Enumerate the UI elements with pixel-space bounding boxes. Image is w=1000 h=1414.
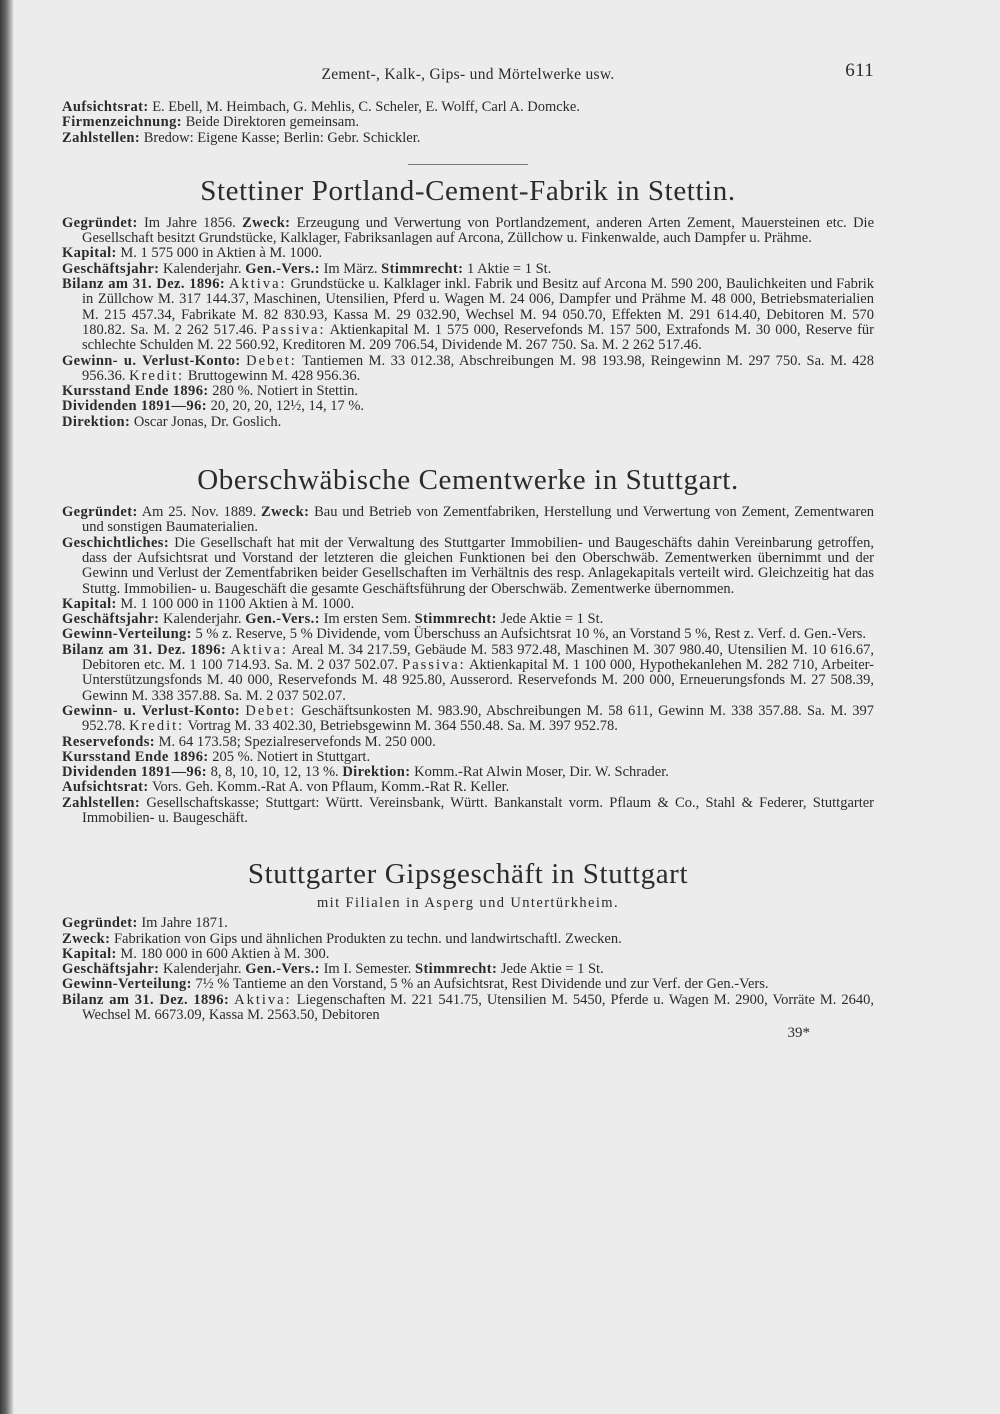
section-gap (62, 826, 874, 854)
company-heading-gipsgeschaeft: Stuttgarter Gipsgeschäft in Stuttgart (247, 858, 689, 891)
obs-gewinn-verteilung: Gewinn-Verteilung: 5 % z. Reserve, 5 % Dividende, vom Überschuss an Aufsichtsrat 10 %, an Vorstand 5 %, Rest z. Verf. d. Gen.-Vers. (62, 626, 867, 643)
running-head (62, 58, 874, 92)
page-number: 611 (845, 60, 874, 81)
entry-stettin (62, 216, 874, 430)
stettin-bilanz: Bilanz am 31. Dez. 1896: Aktiva: Grundstücke u. Kalklager inkl. Fabrik und Besitz auf Arcona M. 590 200, Baulichkeiten und Fabrik in Züllchow M. 317 144.37, Maschinen, Utensilien, Pferd u. Wagen M. 24 006, Dampfer und Prähme M. 48 000, Betriebsmaterialien M. 215 457.34, Fabrikate M. 82 830.93, Kassa M. 29 032.90, Wechsel M. 94 050.70, Effekten M. 291 614.40, Debitoren M. 570 180.82. Sa. M. 2 262 517.46. Passiva: Aktienkapital M. 1 575 000, Reservefonds M. 157 500, Extrafonds M. 30 000, Reserve für schlechte Schulden M. 22 560.92, Kreditoren M. 209 706.54, Dividende M. 267 750. Sa. M. 2 262 517.46. (62, 276, 874, 354)
entry-oberschwaebische (62, 505, 874, 826)
obs-bilanz: Bilanz am 31. Dez. 1896: Aktiva: Areal M. 34 217.59, Gebäude M. 583 972.48, Maschinen M. 307 980.40, Utensilien M. 10 616.67, Debitoren etc. M. 1 100 714.93. Sa. M. 2 037 502.07. Passiva: Aktienkapital M. 1 100 000, Hypothekanlehen M. 282 710, Arbeiter-Unterstützungsfonds M. 40 000, Reservefonds M. 48 925.80, Ausserord. Reservefonds M. 200 000, Erneuerungsfonds M. 27 508.39, Gewinn M. 338 357.88. Sa. M. 2 037 502.07. (62, 641, 875, 704)
obs-zahlstellen: Zahlstellen: Gesellschaftskasse; Stuttgart: Württ. Vereinsbank, Württ. Bankanstalt vorm. Pflaum & Co., Stahl & Federer, Stuttgarter Immobilien- u. Baugeschäft. (62, 794, 874, 826)
company-heading-stettin: Stettiner Portland-Cement-Fabrik in Stettin. (200, 174, 736, 207)
prev-firmenzeichnung: Firmenzeichnung: Beide Direktoren gemeinsam. (62, 114, 360, 131)
scan-binding-edge (0, 0, 14, 1414)
stettin-direktion: Direktion: Oscar Jonas, Dr. Goslich. (62, 413, 282, 430)
gips-bilanz: Bilanz am 31. Dez. 1896: Aktiva: Liegenschaften M. 221 541.75, Utensilien M. 5450, Pferde u. Wagen M. 2900, Vorräte M. 2640, Wechsel M. 6673.09, Kassa M. 2563.50, Debitoren (62, 991, 874, 1024)
obs-aufsichtsrat: Aufsichtsrat: Vors. Geh. Komm.-Rat A. von Pflaum, Komm.-Rat R. Keller. (62, 779, 510, 796)
obs-dividenden-direktion: Dividenden 1891—96: 8, 8, 10, 10, 12, 13 %. Direktion: Komm.-Rat Alwin Moser, Dir. W. Schrader. (62, 764, 669, 781)
stettin-dividenden: Dividenden 1891—96: 20, 20, 20, 12½, 14, 17 %. (62, 398, 365, 415)
prev-zahlstellen: Zahlstellen: Bredow: Eigene Kasse; Berlin: Gebr. Schickler. (62, 129, 421, 146)
obs-gewinn-verlust: Gewinn- u. Verlust-Konto: Debet: Geschäftsunkosten M. 983.90, Abschreibungen M. 58 611, Gewinn M. 338 357.88. Sa. M. 397 952.78. Kredit: Vortrag M. 33 402.30, Betriebsgewinn M. 364 550.48. Sa. M. 397 952.78. (62, 702, 875, 735)
company-subheading-gipsgeschaeft: mit Filialen in Asperg und Untertürkheim. (317, 895, 619, 912)
gips-gegruendet: Gegründet: Im Jahre 1871. (62, 915, 228, 932)
gips-zweck: Zweck: Fabrikation von Gips und ähnlichen Produkten zu techn. und landwirtschaftl. Zwecken. (62, 930, 622, 947)
stettin-geschaeftsjahr: Geschäftsjahr: Kalenderjahr. Gen.-Vers.: Im März. Stimmrecht: 1 Aktie = 1 St. (62, 260, 552, 277)
obs-kapital: Kapital: M. 1 100 000 in 1100 Aktien à M. 1000. (62, 595, 355, 612)
obs-reservefonds: Reservefonds: M. 64 173.58; Spezialreservefonds M. 250 000. (62, 733, 436, 750)
company-heading-oberschwaebische: Oberschwäbische Cementwerke in Stuttgart. (197, 464, 739, 497)
entry-gipsgeschaeft (62, 916, 874, 1023)
obs-geschaeftsjahr: Geschäftsjahr: Kalenderjahr. Gen.-Vers.: Im ersten Sem. Stimmrecht: Jede Aktie = 1 St. (62, 611, 604, 628)
running-head-title: Zement-, Kalk-, Gips- und Mörtelwerke usw. (321, 66, 615, 83)
section-gap (62, 430, 874, 460)
signature-mark: 39* (787, 1025, 810, 1042)
obs-gegruendet-zweck: Gegründet: Am 25. Nov. 1889. Zweck: Bau und Betrieb von Zementfabriken, Herstellung und Verwertung von Zement, Zementwaren und sonstigen Baumaterialien. (62, 504, 875, 536)
gips-geschaeftsjahr: Geschäftsjahr: Kalenderjahr. Gen.-Vers.: Im I. Semester. Stimmrecht: Jede Aktie = 1 St. (62, 961, 604, 978)
gips-kapital: Kapital: M. 180 000 in 600 Aktien à M. 300. (62, 945, 330, 962)
stettin-kapital: Kapital: M. 1 575 000 in Aktien à M. 1000. (62, 245, 323, 262)
prev-aufsichtsrat: Aufsichtsrat: E. Ebell, M. Heimbach, G. Mehlis, C. Scheler, E. Wolff, Carl A. Domcke. (62, 99, 580, 115)
page (62, 58, 874, 1042)
gips-gewinn-verteilung: Gewinn-Verteilung: 7½ % Tantieme an den Vorstand, 5 % an Aufsichtsrat, Rest Dividende und zur Verf. der Gen.-Vers. (62, 976, 769, 993)
previous-entry-tail (62, 100, 874, 146)
stettin-kursstand: Kursstand Ende 1896: 280 %. Notiert in Stettin. (62, 383, 359, 400)
obs-kursstand: Kursstand Ende 1896: 205 %. Notiert in Stuttgart. (62, 748, 371, 765)
section-divider (408, 164, 528, 165)
stettin-gegruendet-zweck: Gegründet: Im Jahre 1856. Zweck: Erzeugung und Verwertung von Portlandzement, anderen Arten Zement, Mauersteinen etc. Die Gesellschaft besitzt Grundstücke, Kalklager, Fabriksanlagen auf Arcona, Züllchow u. Finkenwalde, auch Dampfer u. Prähme. (62, 214, 875, 247)
stettin-gewinn-verlust: Gewinn- u. Verlust-Konto: Debet: Tantiemen M. 33 012.38, Abschreibungen M. 98 193.98, Reingewinn M. 297 750. Sa. M. 428 956.36. Kredit: Bruttogewinn M. 428 956.36. (62, 352, 874, 384)
obs-geschichtliches: Geschichtliches: Die Gesellschaft hat mit der Verwaltung des Stuttgarter Immobilien- und Baugeschäfts dahin Vereinbarung getroffen, dass der Aufsichtsrat und Vorstand der letzteren die gleichen Funktionen bei den Oberschwäb. Zementwerken übernimmt und der Gewinn und Verlust der Zementfabriken beider Gesellschaften im Verhältnis des resp. Anlagekapitals verteilt wird. Gleichzeitig hat das Stuttg. Immobilien- u. Baugeschäft die gesamte Geschäftsführung der Oberschwäb. Zementwerke übernommen. (62, 534, 874, 597)
